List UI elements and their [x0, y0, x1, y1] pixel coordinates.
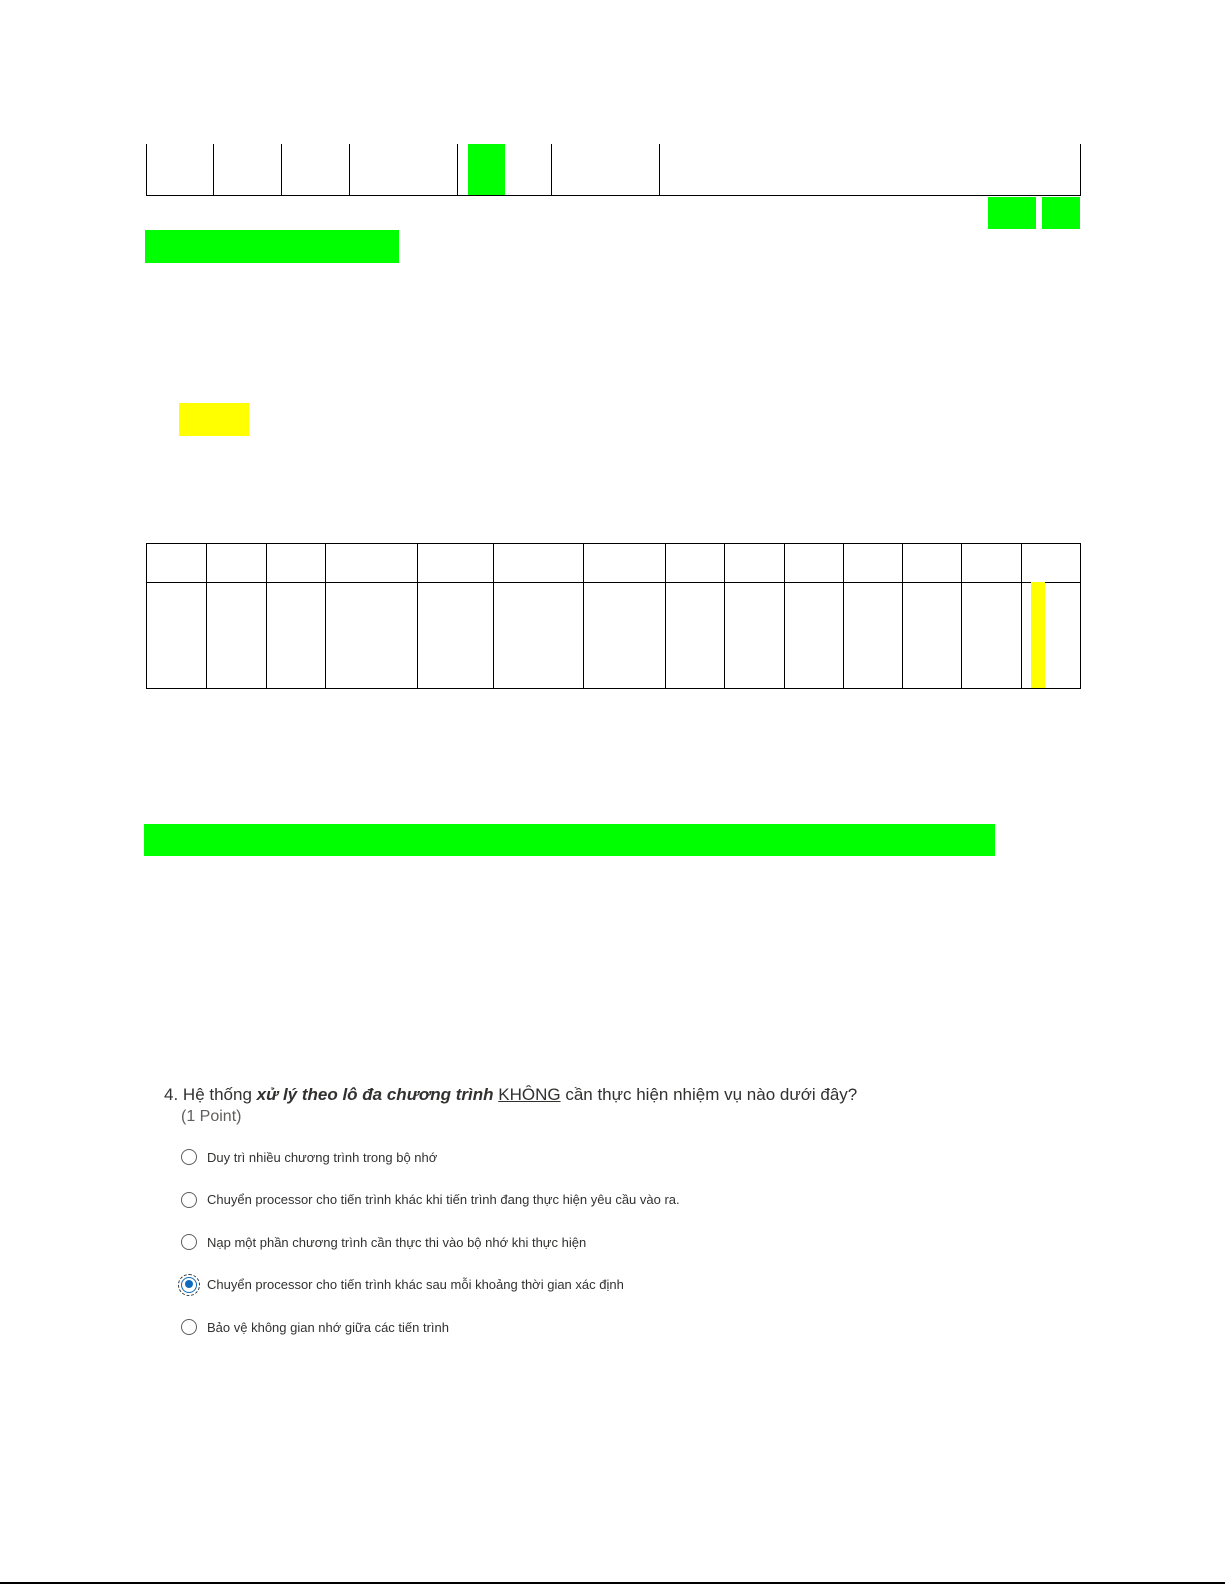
green-highlight-answer-bar [144, 824, 995, 856]
answer-option-label: Bảo vệ không gian nhớ giữa các tiến trình [207, 1319, 449, 1335]
radio-button[interactable] [181, 1319, 197, 1335]
question-number: 4. [164, 1085, 179, 1104]
answer-option-label: Chuyển processor cho tiến trình khác khi tiến trình đang thực hiện yêu cầu vào ra. [207, 1192, 680, 1207]
radio-button[interactable] [181, 1149, 197, 1165]
table-col-divider [724, 544, 725, 688]
green-highlight-answer-line [145, 230, 399, 263]
yellow-highlight-mark [179, 403, 249, 436]
question-text-prefix: Hệ thống [178, 1085, 257, 1104]
table-col-divider [266, 544, 267, 688]
table-col-divider [206, 544, 207, 688]
table-col-divider [325, 544, 326, 688]
table-col-divider [843, 544, 844, 688]
gantt-table-fragment [146, 144, 1081, 196]
table-col-divider [665, 544, 666, 688]
table-divider [146, 144, 147, 195]
answer-option-label: Nạp một phần chương trình cần thực thi vào bộ nhớ khi thực hiện [207, 1234, 587, 1250]
table-col-divider [583, 544, 584, 688]
table-divider [281, 144, 282, 195]
table-col-divider [493, 544, 494, 688]
radio-button[interactable] [181, 1192, 197, 1208]
table-col-divider [961, 544, 962, 688]
answer-option[interactable] [181, 1146, 1064, 1168]
green-highlight-mark [1042, 197, 1080, 229]
answer-option[interactable] [181, 1189, 1064, 1211]
answer-option-selected[interactable] [181, 1274, 1064, 1296]
table-col-divider [417, 544, 418, 688]
quiz-question [164, 1084, 1064, 1359]
table-col-divider [902, 544, 903, 688]
radio-button-checked[interactable] [181, 1277, 197, 1293]
page-bottom-rule [0, 1582, 1225, 1584]
answer-option-label: Duy trì nhiều chương trình trong bộ nhớ [207, 1149, 438, 1165]
table-col-divider [1021, 544, 1022, 688]
answer-options [181, 1146, 1064, 1338]
question-text-suffix: cần thực hiện nhiệm vụ nào dưới đây? [560, 1085, 858, 1104]
question-title [164, 1084, 1064, 1106]
table-col-divider [784, 544, 785, 688]
green-highlight-cell [468, 144, 505, 195]
schedule-table [146, 543, 1081, 689]
answer-option[interactable] [181, 1316, 1064, 1338]
question-emphasis: xử lý theo lô đa chương trình [256, 1085, 494, 1104]
table-divider [1080, 144, 1081, 195]
answer-option-label: Chuyển processor cho tiến trình khác sau mỗi khoảng thời gian xác định [207, 1277, 624, 1292]
radio-button[interactable] [181, 1234, 197, 1250]
yellow-highlight-cell [1031, 582, 1045, 688]
table-divider [659, 144, 660, 195]
answer-option[interactable] [181, 1231, 1064, 1253]
table-divider [551, 144, 552, 195]
table-divider [457, 144, 458, 195]
table-divider [213, 144, 214, 195]
table-divider [349, 144, 350, 195]
question-negation: KHÔNG [498, 1085, 561, 1104]
green-highlight-mark [988, 197, 1036, 229]
table-row-divider [147, 582, 1080, 583]
question-points: (1 Point) [181, 1108, 242, 1125]
